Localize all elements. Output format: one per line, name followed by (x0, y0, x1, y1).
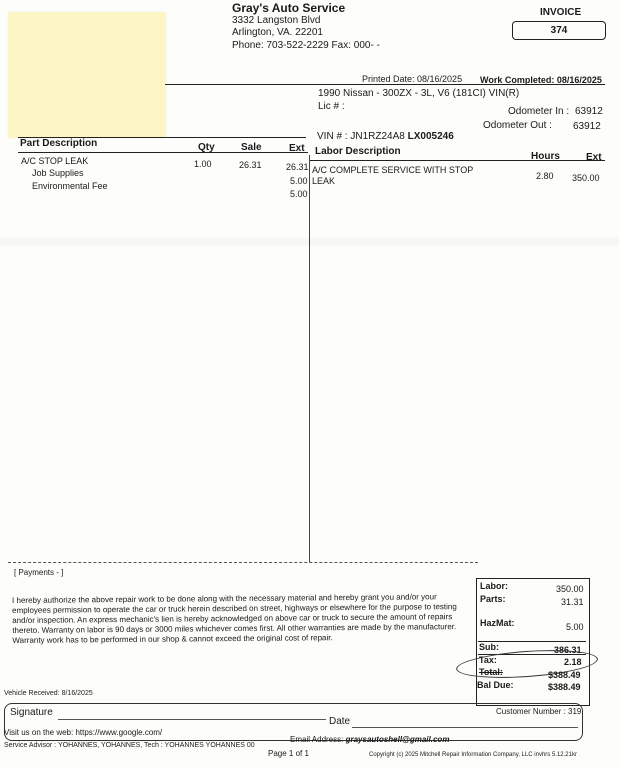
parts-header-ext: Ext (289, 143, 305, 154)
part-sale: 26.31 (239, 160, 262, 170)
odometer-in-value: 63912 (575, 106, 603, 117)
vin-label: VIN # : (317, 131, 348, 142)
total-label: Total: (479, 667, 503, 677)
labor-description-line1: A/C COMPLETE SERVICE WITH STOP (312, 165, 474, 175)
labor-hours: 2.80 (536, 171, 554, 181)
parts-total-value: 31.31 (561, 597, 584, 607)
shop-address-line1: 3332 Langston Blvd (232, 15, 321, 26)
part-qty: 1.00 (194, 159, 212, 169)
column-divider (309, 155, 310, 562)
vehicle-description: 1990 Nissan - 300ZX - 3L, V6 (181CI) VIN(R) (318, 88, 520, 99)
hazmat-label: HazMat: (480, 618, 515, 628)
invoice-number: 374 (512, 21, 606, 40)
vin-suffix: LX005246 (407, 131, 454, 142)
email-label: Email Address: (290, 735, 344, 744)
part-ext: 5.00 (290, 176, 308, 186)
header-rule (165, 84, 605, 85)
work-completed: Work Completed: 08/16/2025 (480, 75, 602, 85)
shop-name: Gray's Auto Service (232, 1, 346, 15)
page-number: Page 1 of 1 (268, 749, 309, 758)
copyright: Copyright (c) 2025 Mitchell Repair Information Company, LLC invhrs 5.12.21kr (369, 752, 577, 758)
labor-total-label: Labor: (480, 581, 508, 591)
odometer-out-label: Odometer Out : (483, 120, 552, 131)
shop-phone: Phone: 703-522-2229 Fax: 000- - (232, 40, 380, 51)
parts-header-sale: Sale (241, 142, 262, 153)
subtotal-label: Sub: (479, 642, 499, 652)
sticky-note (8, 12, 166, 138)
website-text: Visit us on the web: https://www.google.com/ (4, 728, 163, 737)
shop-address-line2: Arlington, VA. 22201 (232, 27, 323, 38)
vin-prefix: JN1RZ24A8 (350, 131, 405, 142)
parts-total-label: Parts: (480, 594, 506, 604)
invoice-label: INVOICE (540, 7, 582, 18)
labor-header-ext: Ext (586, 152, 602, 163)
bottom-section-rule (8, 562, 478, 563)
part-description: Environmental Fee (32, 181, 108, 191)
tax-label: Tax: (479, 655, 497, 665)
part-ext: 26.31 (286, 162, 309, 172)
labor-description-line2: LEAK (312, 176, 336, 186)
balance-due-label: Bal Due: (477, 680, 514, 690)
labor-header-description: Labor Description (315, 146, 401, 157)
license-label: Lic # : (318, 101, 345, 112)
vehicle-received: Vehicle Received: 8/16/2025 (4, 690, 93, 697)
part-ext: 5.00 (290, 189, 308, 199)
odometer-in-label: Odometer In : (508, 106, 570, 117)
parts-header-qty: Qty (198, 142, 215, 153)
subtotal-value: 386.31 (554, 645, 582, 655)
date-line[interactable] (352, 727, 578, 728)
printed-date: Printed Date: 08/16/2025 (362, 74, 463, 84)
total-value: $388.49 (548, 670, 581, 680)
labor-ext: 350.00 (572, 173, 600, 183)
customer-number: Customer Number : 319 (496, 707, 582, 716)
part-description: A/C STOP LEAK (21, 156, 89, 166)
signature-label: Signature (10, 707, 53, 718)
parts-header-description: Part Description (20, 138, 98, 149)
email-address: graysautoshell@gmail.com (345, 735, 450, 744)
part-description: Job Supplies (32, 168, 84, 178)
date-label: Date (329, 716, 351, 727)
tax-value: 2.18 (564, 657, 582, 667)
odometer-out-value: 63912 (573, 121, 601, 132)
signature-line[interactable] (58, 719, 326, 720)
parts-header-rule (18, 152, 308, 153)
labor-header-rule (310, 160, 605, 161)
hazmat-value: 5.00 (566, 622, 584, 632)
labor-total-value: 350.00 (556, 584, 584, 594)
balance-due-value: $388.49 (548, 682, 581, 692)
labor-header-hours: Hours (531, 151, 560, 162)
payments-label: [ Payments - ] (14, 568, 64, 577)
service-advisor: Service Advisor : YOHANNES, YOHANNES, Tech : YOHANNES YOHANNES 00 (4, 742, 255, 749)
authorization-text: I hereby authorize the above repair work to be done along with the necessary material and hereby grant you and/or your employees permission to operate the car or truck herein described on street, highways or elsewhere for the purpose to testing and/or inspection. An express mechanic's lien is hereby acknowledged on above car or truck to secure the amount of repairs thereto. Warranty on labor is 90 days or 3000 miles whichever comes first. All other warranties are made by the manufacturer. Warranty work has to be performed in our shop & cannot exceed the original cost of repair. (12, 592, 457, 645)
